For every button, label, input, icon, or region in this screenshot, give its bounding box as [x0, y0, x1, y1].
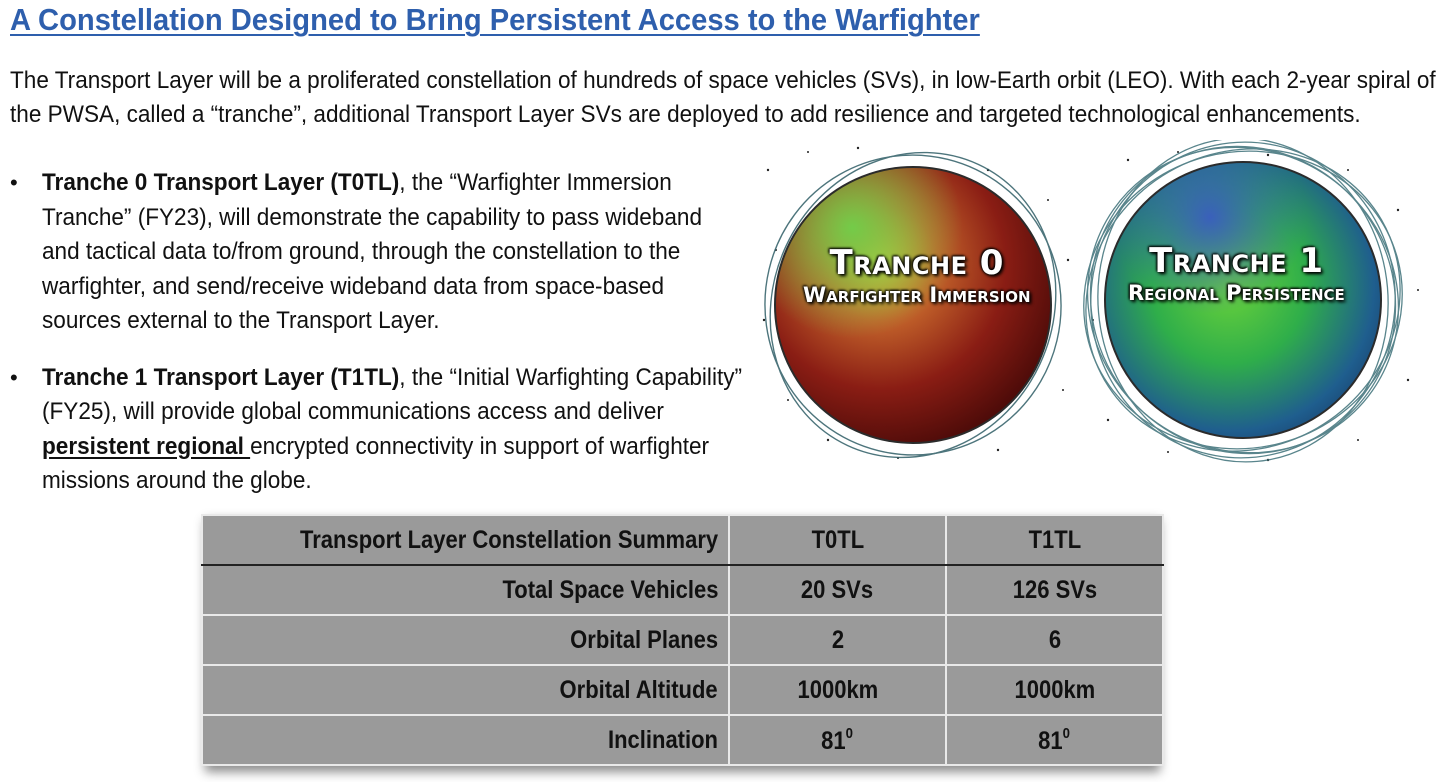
- bullet-text: missions around the globe.: [42, 467, 312, 494]
- bullet-text: , the “Warfighter Immersion: [399, 169, 672, 196]
- degree-superscript: 0: [846, 724, 854, 742]
- table-header-cell: Transport Layer Constellation Summary: [202, 515, 729, 565]
- globe-title: Tranche 1: [1149, 241, 1324, 281]
- bullet-bold-lead: Tranche 0 Transport Layer (T0TL): [42, 169, 400, 196]
- intro-line: the PWSA, called a “tranche”, additional Transport Layer SVs are deployed to add resilience and targeted technological enhancements.: [10, 101, 1361, 128]
- bullet-list: [8, 166, 743, 499]
- underlined-phrase: persistent regional: [42, 432, 251, 460]
- table-row: [202, 615, 1163, 665]
- table-cell: $81^0$: [946, 715, 1163, 765]
- table-header-cell: T1TL: [946, 515, 1163, 565]
- bullet-text: Tranche” (FY23), will demonstrate the capability to pass wideband: [42, 203, 702, 231]
- table-cell: 20 SVs: [729, 565, 946, 615]
- table-row-label: Inclination: [202, 715, 729, 765]
- bullet-bold-lead: Tranche 1 Transport Layer (T1TL): [42, 363, 400, 391]
- table-row-label: Orbital Planes: [202, 615, 729, 665]
- globe-title: Tranche 0: [829, 243, 1004, 283]
- table-cell: 2: [729, 615, 946, 665]
- table-row: [202, 565, 1163, 615]
- globe-label-tranche-0: [803, 243, 1031, 307]
- bullet-text: , the “Initial Warfighting Capability”: [399, 363, 743, 391]
- table-cell: $81^0$: [729, 715, 946, 765]
- page-title: A Constellation Designed to Bring Persistent Access to the Warfighter: [10, 2, 980, 37]
- intro-paragraph: [10, 64, 1436, 132]
- table-cell: 1000km: [729, 665, 946, 715]
- table-header-row: [202, 515, 1163, 565]
- bullet-text: and tactical data to/from ground, through the constellation to the: [42, 238, 681, 265]
- bullet-item-tranche-1: [8, 361, 743, 499]
- table-header-cell: T0TL: [729, 515, 946, 565]
- bullet-text: sources external to the Transport Layer.: [42, 307, 440, 334]
- bullet-text: encrypted connectivity in support of warfighter: [250, 432, 710, 460]
- bullet-text: (FY25), will provide global communications access and deliver: [42, 398, 664, 425]
- table-cell: 1000km: [946, 665, 1163, 715]
- constellation-graphic: [748, 140, 1428, 470]
- constellation-summary-table: [201, 514, 1156, 766]
- intro-line: The Transport Layer will be a proliferated constellation of hundreds of space vehicles (SVs), in low-Earth orbit (LEO). With each 2-year spiral of: [10, 67, 1436, 94]
- globe-subtitle: Warfighter Immersion: [803, 283, 1031, 307]
- degree-superscript: 0: [1063, 724, 1071, 742]
- table-row-label: Total Space Vehicles: [202, 565, 729, 615]
- bullet-dot-icon: •: [10, 170, 18, 195]
- globe-subtitle: Regional Persistence: [1128, 281, 1345, 305]
- bullet-text: warfighter, and send/receive wideband data from space-based: [42, 272, 665, 300]
- table-row: [202, 665, 1163, 715]
- bullet-dot-icon: •: [10, 364, 18, 390]
- table-row: [202, 715, 1163, 765]
- table-cell: 126 SVs: [946, 565, 1163, 615]
- globe-label-tranche-1: [1128, 241, 1345, 305]
- table-cell: 6: [946, 615, 1163, 665]
- table-row-label: Orbital Altitude: [202, 665, 729, 715]
- bullet-item-tranche-0: [8, 166, 728, 339]
